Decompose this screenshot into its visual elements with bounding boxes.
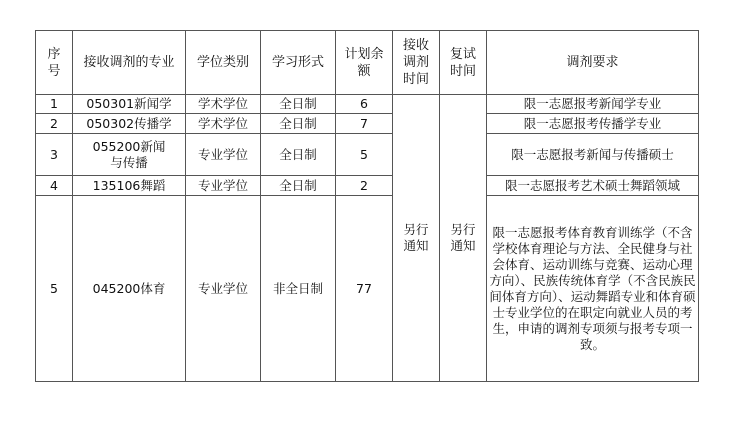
row-seq: 3 (36, 134, 73, 176)
table-row (36, 176, 699, 196)
row-requirement: 限一志愿报考艺术硕士舞蹈领域 (487, 176, 699, 196)
row-requirement: 限一志愿报考体育教育训练学（不含学校体育理论与方法、全民健身与社会体育、运动训练与竞赛、运动心理方向）、民族传统体育学（不含民族民间体育方向）、运动舞蹈专业和体育硕士专业学位的在职定向就业人员的考生，申请的调剂专项须与报考专项一致。 (487, 196, 699, 382)
row-requirement: 限一志愿报考新闻与传播硕士 (487, 134, 699, 176)
row-seq: 5 (36, 196, 73, 382)
header-receive-time: 接收调剂时间 (393, 31, 440, 95)
header-row (36, 31, 699, 95)
table-row (36, 134, 699, 176)
row-requirement: 限一志愿报考传播学专业 (487, 114, 699, 134)
header-plan-remaining: 计划余额 (336, 31, 393, 95)
table-row (36, 95, 699, 114)
row-seq: 2 (36, 114, 73, 134)
row-seq: 1 (36, 95, 73, 114)
row-degree-type: 专业学位 (186, 196, 261, 382)
receive-time-cell: 另行通知 (393, 95, 440, 382)
row-plan-remaining: 2 (336, 176, 393, 196)
header-seq: 序号 (36, 31, 73, 95)
header-study-mode: 学习形式 (261, 31, 336, 95)
row-study-mode: 全日制 (261, 176, 336, 196)
row-plan-remaining: 77 (336, 196, 393, 382)
header-major: 接收调剂的专业 (73, 31, 186, 95)
row-plan-remaining: 7 (336, 114, 393, 134)
row-major: 050301新闻学 (73, 95, 186, 114)
row-plan-remaining: 6 (336, 95, 393, 114)
header-requirement: 调剂要求 (487, 31, 699, 95)
row-seq: 4 (36, 176, 73, 196)
adjustment-table (35, 30, 699, 382)
row-study-mode: 全日制 (261, 114, 336, 134)
row-major: 050302传播学 (73, 114, 186, 134)
row-requirement: 限一志愿报考新闻学专业 (487, 95, 699, 114)
row-major: 045200体育 (73, 196, 186, 382)
row-degree-type: 专业学位 (186, 176, 261, 196)
header-retest-time: 复试时间 (440, 31, 487, 95)
row-study-mode: 全日制 (261, 95, 336, 114)
header-degree-type: 学位类别 (186, 31, 261, 95)
row-degree-type: 学术学位 (186, 114, 261, 134)
row-major: 135106舞蹈 (73, 176, 186, 196)
table-row (36, 114, 699, 134)
row-major: 055200新闻与传播 (73, 134, 186, 176)
row-study-mode: 非全日制 (261, 196, 336, 382)
row-degree-type: 专业学位 (186, 134, 261, 176)
retest-time-cell: 另行通知 (440, 95, 487, 382)
row-degree-type: 学术学位 (186, 95, 261, 114)
table-row (36, 196, 699, 382)
row-study-mode: 全日制 (261, 134, 336, 176)
row-plan-remaining: 5 (336, 134, 393, 176)
